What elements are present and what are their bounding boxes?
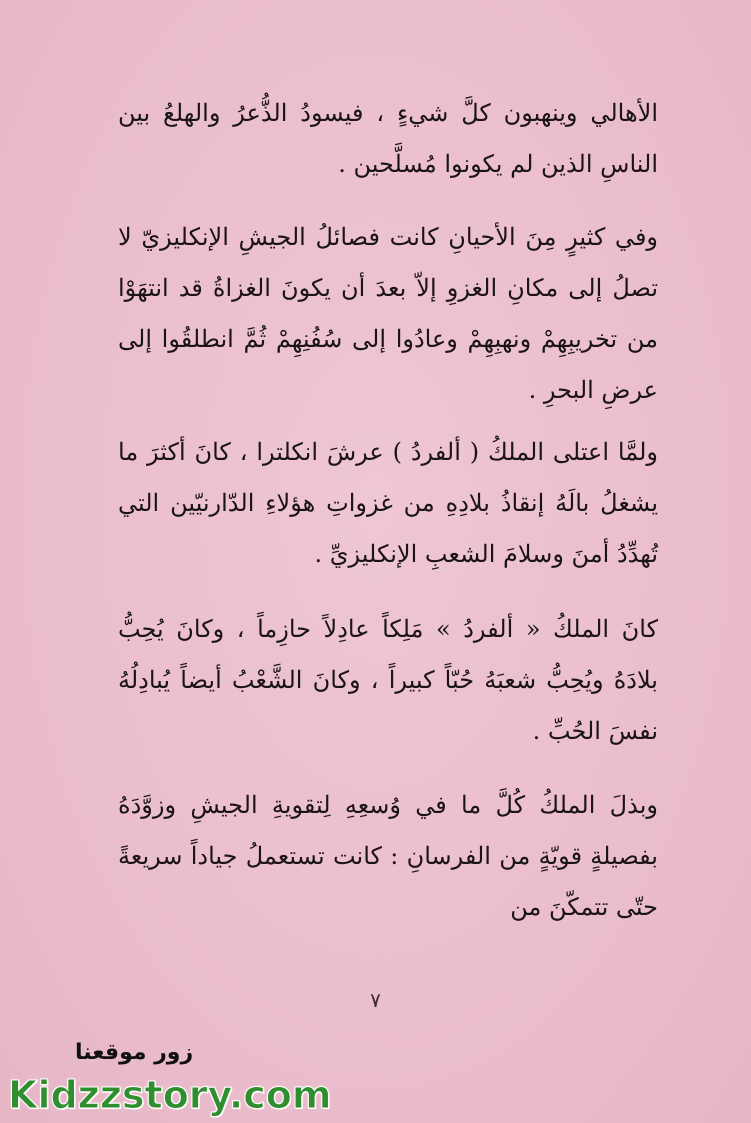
watermark-visit-text: زور موقعنا	[75, 1040, 194, 1065]
page-number: ٧	[370, 988, 381, 1012]
paragraph-5: وبذلَ الملكُ كُلَّ ما في وُسعِهِ لِتقويةِ الجيشِ وزوَّدَهُ بفصيلةٍ قويّةٍ من الفرسانِ : كانت تستعملُ جياداً سريعةً حتّى تتمكّنَ من	[118, 791, 658, 921]
paragraph-3: ولمَّا اعتلى الملكُ ( ألفردُ ) عرشَ انكلترا ، كانَ أكثرَ ما يشغلُ بالَهُ إنقاذُ بلادِهِ من غزواتِ هؤلاءِ الدّارنيّين التي تُهدِّدُ أمنَ وسلامَ الشعبِ الإنكليزيِّ .	[118, 438, 658, 568]
paragraph-1: الأهالي وينهبون كلَّ شيءٍ ، فيسودُ الذُّعرُ والهلعُ بين الناسِ الذين لم يكونوا مُسلَّحين .	[118, 99, 658, 178]
paragraph-2: وفي كثيرٍ مِنَ الأحيانِ كانت فصائلُ الجيشِ الإنكليزيّ لا تصلُ إلى مكانِ الغزوِ إلاّ بعدَ أن يكونَ الغزاةُ قد انتهَوْا من تخريبِهِمْ ونهبِهِمْ وعادُوا إلى سُفُنِهِمْ ثُمَّ انطلقُوا إلى عرضِ البحرِ .	[118, 223, 658, 404]
paragraph-4: كانَ الملكُ « ألفردُ » مَلِكاً عادِلاً حازِماً ، وكانَ يُحِبُّ بلادَهُ ويُحِبُّ شعبَهُ حُبّاً كبيراً ، وكانَ الشَّعْبُ أيضاً يُبادِلُهُ نفسَ الحُبِّ .	[118, 615, 658, 745]
site-watermark-logo: Kidzzstory.com	[8, 1073, 332, 1117]
